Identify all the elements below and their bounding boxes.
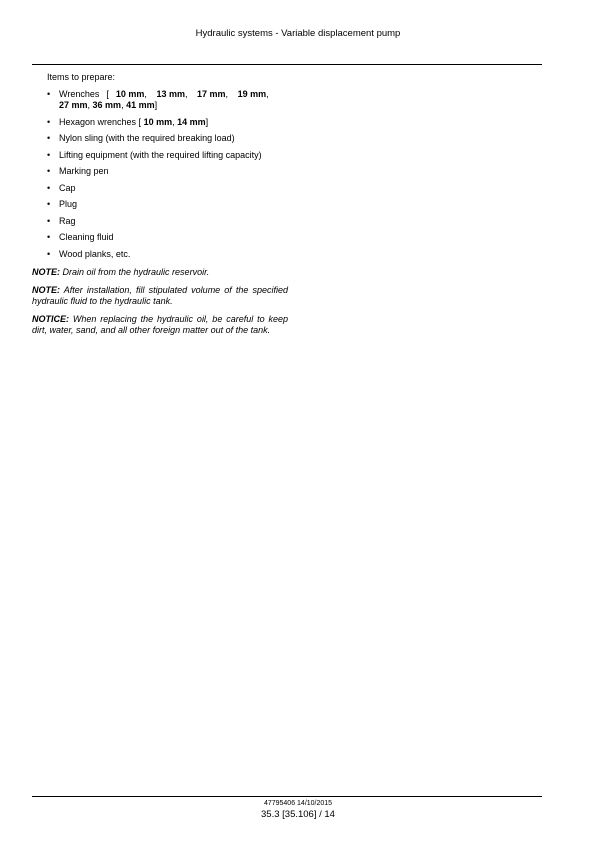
wrench-size: 13 mm: [156, 89, 185, 99]
items-list: [32, 89, 288, 260]
note-drain-oil: [32, 267, 288, 278]
wrenches-open-bracket: [: [106, 89, 109, 99]
list-item-text: Lifting equipment (with the required lifting capacity): [59, 149, 262, 160]
list-item-text: Rag: [59, 215, 76, 226]
hexagon-size: 10 mm: [143, 116, 173, 127]
footer-doc-reference: 47795406 14/10/2015: [263, 800, 333, 807]
wrench-size: 36 mm: [92, 100, 122, 110]
notice-text: When replacing the hydraulic oil, be careful to keep dirt, water, sand, and all other foreign matter out of the tank.: [32, 313, 288, 335]
list-item: [32, 249, 288, 260]
hexagon-label: Hexagon wrenches [: [59, 116, 142, 127]
footer-page-number: 35.3 [35.106] / 14: [261, 809, 335, 820]
wrenches-label: Wrenches: [59, 89, 100, 99]
hexagon-close-bracket: ]: [205, 116, 209, 127]
wrench-size: 27 mm: [59, 100, 88, 110]
list-item-text: Wood planks, etc.: [59, 248, 131, 259]
list-item-text: Plug: [59, 199, 78, 209]
note-label: NOTE:: [32, 284, 60, 295]
note-text: After installation, fill stipulated volume of the specified hydraulic fluid to the hydraulic tank.: [32, 284, 288, 306]
list-item-text: Nylon sling (with the required breaking load): [59, 133, 235, 143]
bullet: •: [47, 199, 51, 209]
bullet: •: [47, 133, 51, 143]
bullet: •: [47, 232, 51, 242]
header-divider: [32, 64, 542, 65]
hexagon-size: 14 mm: [177, 116, 206, 127]
list-item-text: Marking pen: [59, 166, 109, 176]
wrench-size: 17 mm: [197, 89, 226, 99]
note-text: Drain oil from the hydraulic reservoir.: [62, 266, 210, 277]
bullet: •: [47, 89, 51, 99]
wrench-size: 41 mm: [126, 100, 155, 110]
bullet: •: [47, 149, 51, 160]
list-item: [32, 216, 288, 227]
list-item-wrenches: • Wrenches [ 10 mm, 13 mm, 17 mm, 19 mm, 27 mm, 36 mm, 41 mm]: [47, 89, 269, 110]
bullet: •: [47, 166, 51, 176]
notice-label: NOTICE:: [32, 313, 69, 324]
bullet: •: [47, 182, 51, 193]
notice-replacing-oil: [32, 314, 288, 336]
page-header-title: Hydraulic systems - Variable displacement pump: [195, 28, 401, 39]
items-to-prepare-label: Items to prepare:: [47, 72, 116, 82]
list-item: [32, 199, 288, 210]
list-item: [32, 232, 288, 243]
list-item: [32, 150, 288, 161]
list-item: [32, 183, 288, 194]
list-item: [32, 133, 288, 144]
bullet: •: [47, 248, 51, 259]
bullet: •: [47, 215, 51, 226]
footer-divider: [32, 796, 542, 797]
list-item-hexagon-wrenches: • Hexagon wrenches [ 10 mm, 14 mm]: [47, 116, 209, 127]
wrenches-close-bracket: ]: [154, 100, 158, 110]
content-column: [32, 72, 288, 336]
list-item-text: Cap: [59, 182, 76, 193]
list-item: [32, 166, 288, 177]
bullet: •: [47, 116, 51, 127]
note-after-installation: [32, 285, 288, 307]
note-label: NOTE:: [32, 266, 60, 277]
wrench-size: 19 mm: [237, 89, 267, 99]
list-item-text: Cleaning fluid: [59, 232, 114, 242]
wrench-size: 10 mm: [115, 89, 145, 99]
